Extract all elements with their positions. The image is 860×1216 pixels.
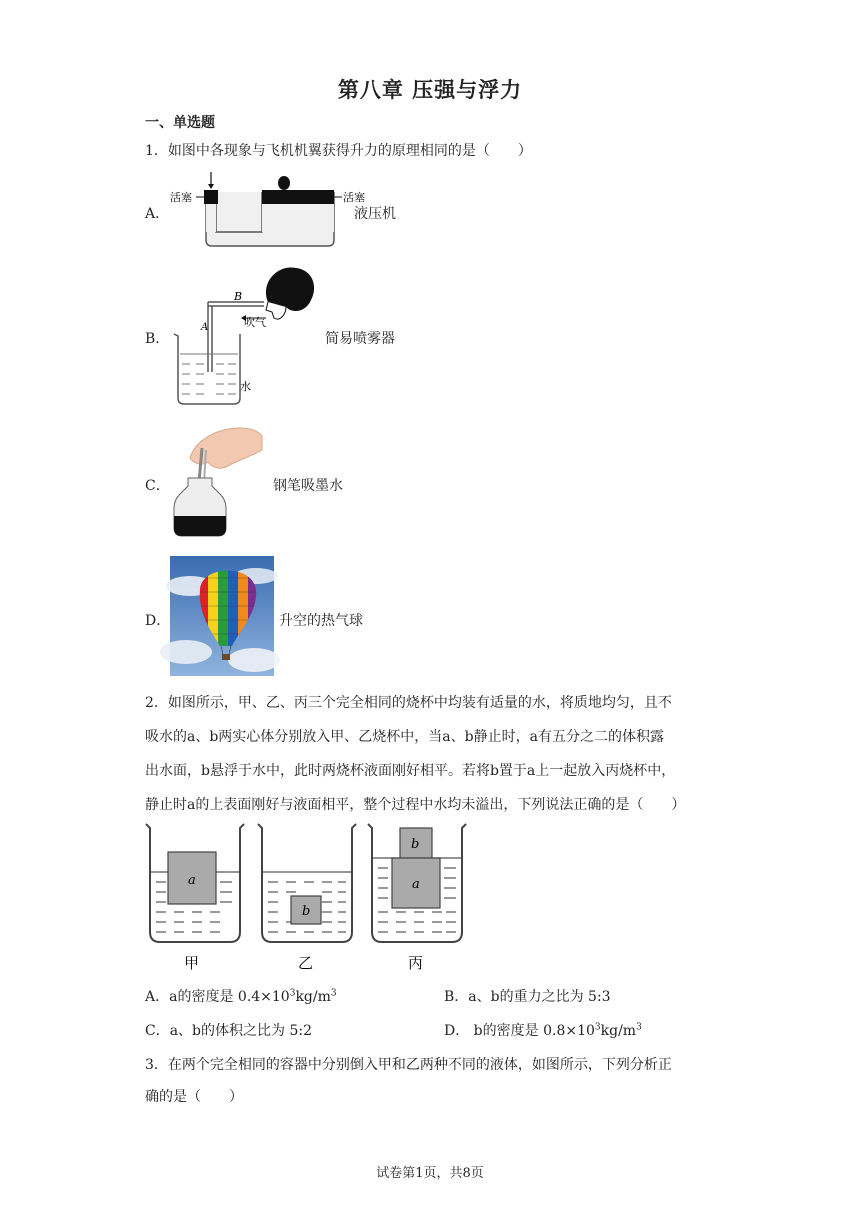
hydraulic-press-figure xyxy=(168,170,365,250)
question-2-line-4: 静止时a的上表面刚好与液面相平，整个过程中水均未溢出，下列说法正确的是（ ） xyxy=(145,797,686,813)
label-blow: 吹气 xyxy=(244,316,266,329)
small-piston xyxy=(204,190,218,204)
block-b-label-yi: b xyxy=(302,904,311,919)
block-a-label-bing: a xyxy=(412,877,420,892)
label-a: A xyxy=(201,322,209,333)
q1-option-c-caption: 钢笔吸墨水 xyxy=(273,478,343,494)
question-2-line-1: 2．如图所示，甲、乙、丙三个完全相同的烧杯中均装有适量的水，将质地均匀，且不 xyxy=(145,695,672,711)
pen-ink-figure xyxy=(168,420,268,542)
sprayer-figure xyxy=(168,262,323,410)
q1-option-b-caption: 简易喷雾器 xyxy=(325,331,395,347)
q2-option-d: D． b的密度是 $0.8\times 10^3kg/m^3$ xyxy=(444,1022,642,1039)
block-b-label-bing: b xyxy=(411,837,420,852)
question-2-line-2: 吸水的a、b两实心体分别放入甲、乙烧杯中，当a、b静止时，a有五分之二的体积露 xyxy=(145,729,664,745)
hot-air-balloon-photo xyxy=(170,556,274,676)
label-water: 水 xyxy=(240,380,251,393)
piston-label-left: 活塞 xyxy=(170,191,192,204)
q2-option-a: A．a的密度是 $0.4\times 10^3kg/m^3$ xyxy=(145,988,337,1005)
q1-option-d-letter: D． xyxy=(145,613,171,629)
block-a-label-jia: a xyxy=(188,873,196,888)
question-2-line-3: 出水面，b悬浮于水中，此时两烧杯液面刚好相平。若将b置于a上一起放入丙烧杯中， xyxy=(145,763,676,779)
section-heading: 一、单选题 xyxy=(145,115,215,131)
page-footer: 试卷第1页，共8页 xyxy=(376,1166,484,1181)
question-3-line-1: 3．在两个完全相同的容器中分别倒入甲和乙两种不同的液体，如图所示，下列分析正 xyxy=(145,1057,672,1073)
q1-option-a-letter: A． xyxy=(145,206,170,222)
q1-option-d-caption: 升空的热气球 xyxy=(279,613,363,629)
three-beakers-figure xyxy=(140,820,480,976)
beaker-label-bing: 丙 xyxy=(408,954,424,972)
q1-option-b-letter: B． xyxy=(145,331,170,347)
piston-label-right: 活塞 xyxy=(343,191,365,204)
label-b: B xyxy=(234,290,243,303)
q2-option-b: B．a、b的重力之比为 5:3 xyxy=(444,989,611,1005)
beaker-label-yi: 乙 xyxy=(298,954,314,972)
q2-option-c: C．a、b的体积之比为 5:2 xyxy=(145,1023,313,1039)
question-3-line-2: 确的是（ ） xyxy=(145,1089,243,1105)
q1-option-c-letter: C． xyxy=(145,478,170,494)
q1-option-a-caption: 液压机 xyxy=(354,206,396,222)
large-piston xyxy=(262,190,334,204)
beaker-label-jia: 甲 xyxy=(184,954,200,972)
page-title: 第八章 压强与浮力 xyxy=(337,78,523,102)
question-1-stem: 1．如图中各现象与飞机机翼获得升力的原理相同的是（ ） xyxy=(145,143,532,159)
